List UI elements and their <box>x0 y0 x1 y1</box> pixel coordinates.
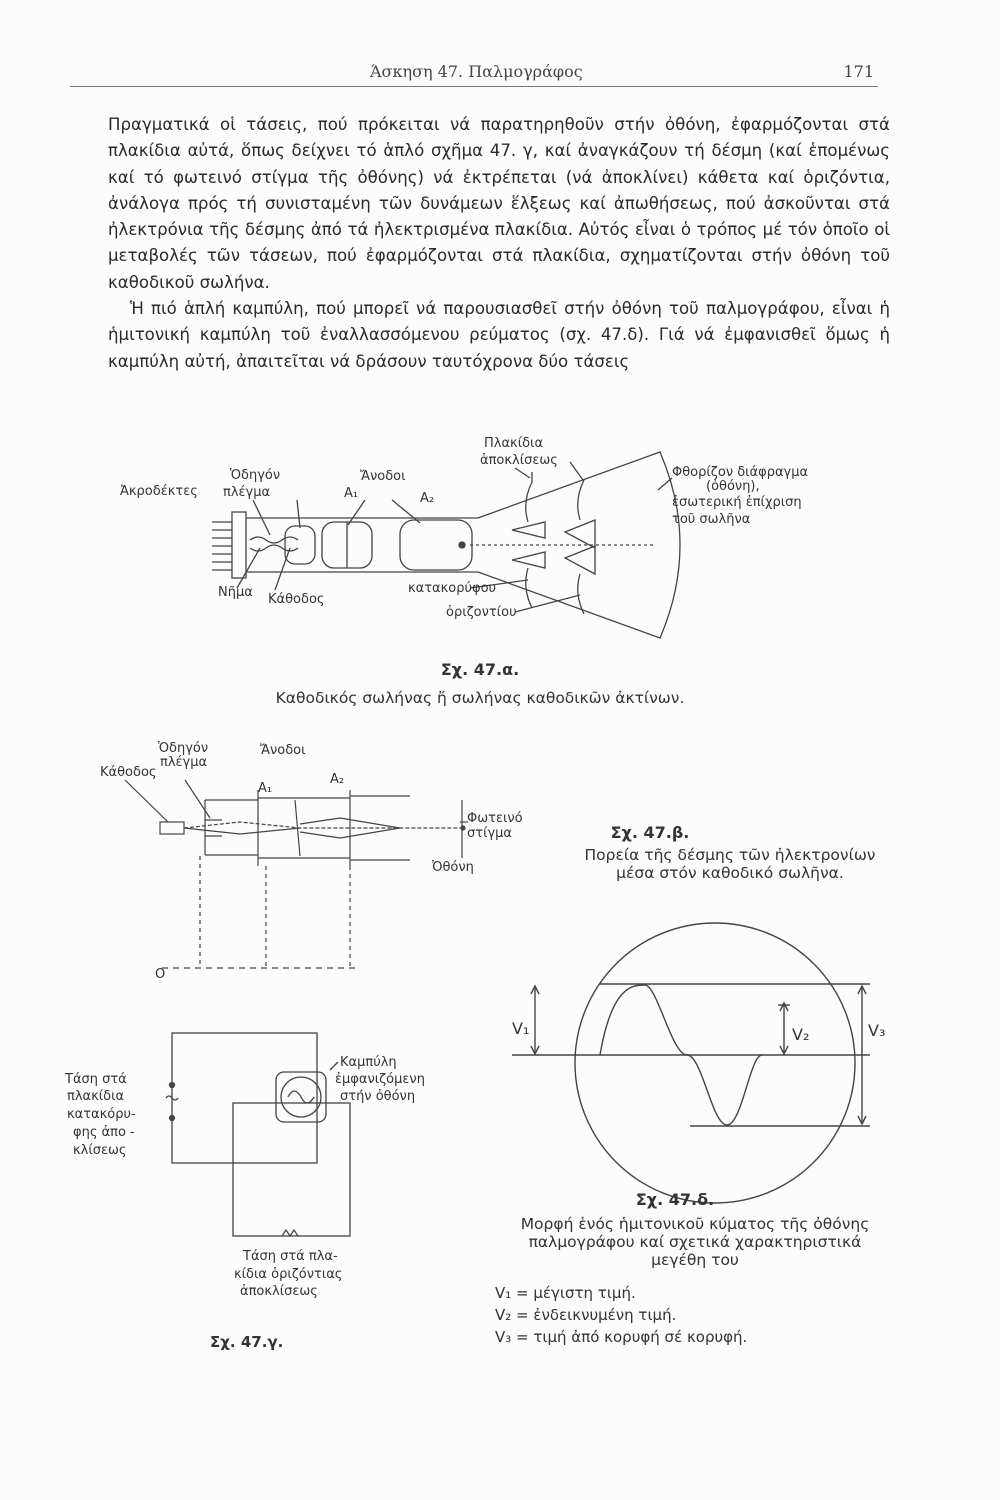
caption-47b-block <box>535 823 925 882</box>
caption-47c: Σχ. 47.γ. <box>210 1333 284 1351</box>
label-spot-2: στίγμα <box>467 826 512 841</box>
label-vert-3: κατακόρυ- <box>67 1107 136 1122</box>
label-cathode-b: Κάθοδος <box>100 765 157 780</box>
label-screen-4: τοῦ σωλῆνα <box>672 512 751 527</box>
label-horiz-2: κίδια ὁριζόντιας <box>234 1267 343 1282</box>
figure-47d-diagram <box>512 923 870 1203</box>
horizontal-plate-2 <box>565 546 595 574</box>
label-vert-5: κλίσεως <box>73 1143 127 1158</box>
legend-v1: V₁ = μέγιστη τιμή. <box>495 1284 636 1302</box>
legend-v3: V₃ = τιμή ἀπό κορυφή σέ κορυφή. <box>495 1328 748 1346</box>
legend-v2: V₂ = ἐνδεικνυμένη τιμή. <box>495 1306 677 1324</box>
ac-symbol-horizontal <box>282 1230 298 1236</box>
small-sine <box>288 1091 314 1103</box>
tube-base <box>232 512 246 578</box>
label-vert-4: φης ἀπο - <box>73 1125 135 1140</box>
label-curve-1: Καμπύλη <box>340 1055 397 1070</box>
label-cathode: Κάθοδος <box>268 592 325 607</box>
label-horiz-1: Τάση στά πλα- <box>243 1249 338 1264</box>
terminal-pins <box>212 522 232 570</box>
header-title: Άσκηση 47. Παλμογράφος <box>370 62 583 81</box>
label-grid-b-1: Ὁδηγόν <box>158 741 209 756</box>
label-filament: Νῆμα <box>218 585 253 600</box>
cathode-b <box>160 822 184 834</box>
label-terminals: Ἀκροδέκτες <box>120 484 198 499</box>
label-a1-b: A₁ <box>258 781 273 796</box>
label-v3: V₃ <box>868 1021 886 1040</box>
horizontal-plate-1 <box>565 520 595 548</box>
caption-47d-number: Σχ. 47.δ. <box>635 1190 715 1209</box>
caption-47a-block <box>200 660 760 707</box>
label-screen-3: ἐσωτερική ἐπίχριση <box>672 495 802 510</box>
caption-47b-line1: Πορεία τῆς δέσμης τῶν ἠλεκτρονίων <box>584 846 876 864</box>
vertical-plate-bottom <box>512 552 545 568</box>
caption-47d-line2: παλμογράφου καί σχετικά χαρακτηριστικά <box>528 1233 862 1251</box>
figure-47a-labels <box>120 436 808 620</box>
label-plates-2: ἀποκλίσεως <box>480 453 558 468</box>
figure-47c-diagram <box>166 1033 350 1236</box>
figure-47d-labels <box>512 1019 885 1044</box>
label-spot-1: Φωτεινό <box>467 811 523 826</box>
figure-47c-labels <box>64 1055 425 1351</box>
figure-47b-diagram <box>125 780 468 968</box>
caption-47d-line3: μεγέθη του <box>651 1251 739 1269</box>
label-vert-1: Τάση στά <box>65 1072 127 1087</box>
caption-47a-number: Σχ. 47.α. <box>440 660 520 679</box>
control-grid <box>285 526 315 564</box>
caption-47a-text: Καθοδικός σωλήνας ἤ σωλήνας καθοδικῶν ἀκτίνων. <box>275 689 685 707</box>
circuit-loop-inner <box>233 1103 350 1236</box>
label-vert-2: πλακίδια <box>67 1089 125 1104</box>
label-grid-b-2: πλέγμα <box>160 755 208 770</box>
label-curve-3: στήν ὀθόνη <box>340 1089 416 1104</box>
filament <box>250 537 298 543</box>
label-origin: O <box>155 967 166 982</box>
label-a1: A₁ <box>344 486 359 501</box>
label-screen-b: Ὀθόνη <box>432 860 474 875</box>
label-a2-b: A₂ <box>330 772 345 787</box>
paragraph-1: Πραγματικά οἱ τάσεις, πού πρόκειται νά παρατηρηθοῦν στήν ὀθόνη, ἐφαρμόζονται στά πλακίδια αὐτά, ὅπως δείχνει τό ἁπλό σχῆμα 47. γ, καί ἀναγκάζουν τή δέσμη (καί ἑπομένως καί τό φωτεινό στίγμα τῆς ὀθόνης) νά ἐκτρέπεται (νά ἀποκλίνει) κάθετα καί ὁριζόντια, ἀνάλογα πρός τή συνισταμένη τῶν δυνάμεων ἕλξεως καί ἀπωθήσεως, πού ἀσκοῦνται στά ἠλεκτρόνια τῆς δέσμης ἀπό τά ἠλεκτρισμένα πλακίδια. Αὐτός εἶναι ὁ τρόπος μέ τόν ὁποῖο οἱ μεταβολές τῶν τάσεων, πού ἐφαρμόζονται στά πλακίδια, σχηματίζονται στήν ὀθόνη τοῦ καθοδικοῦ σωλήνα. <box>108 115 890 292</box>
caption-47d-line1: Μορφή ἑνός ἡμιτονικοῦ κύματος τῆς ὀθόνης <box>520 1215 870 1233</box>
vertical-plate-top <box>512 522 545 538</box>
caption-47d-block <box>480 1190 910 1269</box>
label-grid-2: πλέγμα <box>223 485 271 500</box>
grid-b <box>205 800 258 855</box>
label-a2: A₂ <box>420 491 435 506</box>
paragraph-2: Ἡ πιό ἁπλή καμπύλη, πού μπορεῖ νά παρουσιασθεῖ στήν ὀθόνη τοῦ παλμογράφου, εἶναι ἡ ἡμιτονική καμπύλη τοῦ ἐναλλασσόμενου ρεύματος (σχ. 47.δ). Γιά νά ἐμφανισθεῖ ὅμως ἡ καμπύλη αὐτή, ἀπαιτεῖται νά δράσουν ταυτόχρονα δύο τάσεις <box>108 299 890 371</box>
label-plates-1: Πλακίδια <box>484 436 544 451</box>
label-v2: V₂ <box>792 1025 810 1044</box>
label-vertical: κατακορύφου <box>408 581 497 596</box>
label-screen-1: Φθορίζον διάφραγμα <box>672 465 809 480</box>
label-anodes: Ἄνοδοι <box>360 469 406 484</box>
circuit-loop-outer <box>172 1033 317 1163</box>
caption-47b-number: Σχ. 47.β. <box>610 823 690 842</box>
figure-47b-labels <box>100 741 523 982</box>
label-anodes-b: Ἄνοδοι <box>260 743 306 758</box>
label-grid-1: Ὁδηγόν <box>230 468 281 483</box>
page-number: 171 <box>843 62 874 81</box>
screen-circle-d <box>575 923 855 1203</box>
label-horiz-3: ἀποκλίσεως <box>240 1284 318 1299</box>
caption-47b-line2: μέσα στόν καθοδικό σωλῆνα. <box>616 864 844 882</box>
label-screen-2: (ὀθόνη), <box>706 479 760 494</box>
label-curve-2: ἐμφανιζόμενη <box>335 1072 425 1087</box>
label-horizontal: ὁριζοντίου <box>446 605 517 620</box>
legend-47d <box>495 1282 747 1348</box>
label-v1: V₁ <box>512 1019 530 1038</box>
